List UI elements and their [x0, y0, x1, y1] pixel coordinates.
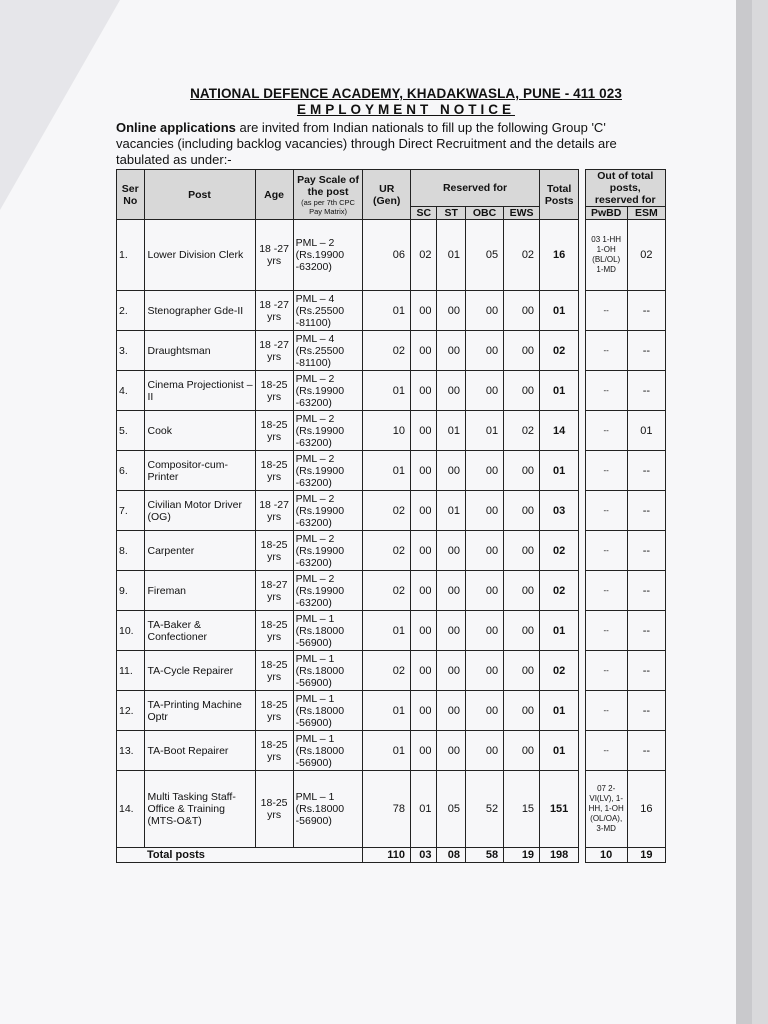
cell-obc: 00 — [466, 531, 504, 571]
totals-label: Total posts — [117, 848, 363, 863]
cell-post: Compositor-cum-Printer — [144, 451, 255, 491]
cell-pay: PML – 2 (Rs.19900 -63200) — [293, 451, 363, 491]
cell-ur: 10 — [363, 411, 411, 451]
cell-sc: 00 — [411, 371, 437, 411]
cell-st: 01 — [437, 411, 466, 451]
cell-pwbd: -- — [585, 491, 627, 531]
cell-ur: 02 — [363, 331, 411, 371]
cell-age: 18 -27 yrs — [255, 491, 293, 531]
cell-age: 18 -27 yrs — [255, 291, 293, 331]
cell-pay: PML – 1 (Rs.18000 -56900) — [293, 691, 363, 731]
cell-total: 01 — [540, 611, 579, 651]
cell-ur: 06 — [363, 220, 411, 291]
header-post: Post — [144, 170, 255, 220]
totals-ews: 19 — [504, 848, 540, 863]
cell-post: Carpenter — [144, 531, 255, 571]
header-esm: ESM — [627, 207, 665, 220]
cell-esm: -- — [627, 531, 665, 571]
cell-ews: 00 — [504, 731, 540, 771]
cell-pwbd: -- — [585, 731, 627, 771]
cell-pwbd: -- — [585, 651, 627, 691]
cell-post: Multi Tasking Staff-Office & Training (MTS-O&T) — [144, 771, 255, 848]
cell-ur: 02 — [363, 651, 411, 691]
cell-age: 18-25 yrs — [255, 531, 293, 571]
table-row — [117, 611, 666, 651]
totals-ur: 110 — [363, 848, 411, 863]
cell-age: 18 -27 yrs — [255, 220, 293, 291]
table-row — [117, 691, 666, 731]
header-pay — [293, 170, 363, 220]
cell-ur: 02 — [363, 571, 411, 611]
cell-ur: 01 — [363, 371, 411, 411]
cell-obc: 00 — [466, 371, 504, 411]
cell-esm: -- — [627, 611, 665, 651]
cell-sc: 00 — [411, 451, 437, 491]
cell-sno: 7. — [117, 491, 145, 531]
cell-pay: PML – 2 (Rs.19900 -63200) — [293, 531, 363, 571]
cell-pay: PML – 4 (Rs.25500 -81100) — [293, 331, 363, 371]
cell-ews: 00 — [504, 291, 540, 331]
cell-esm: -- — [627, 571, 665, 611]
table-row — [117, 220, 666, 291]
intro-paragraph — [116, 120, 666, 168]
cell-pay: PML – 2 (Rs.19900 -63200) — [293, 491, 363, 531]
cell-st: 05 — [437, 771, 466, 848]
cell-pwbd: -- — [585, 451, 627, 491]
cell-ur: 01 — [363, 731, 411, 771]
intro-lead: Online applications — [116, 120, 236, 135]
cell-obc: 00 — [466, 691, 504, 731]
cell-pwbd: -- — [585, 571, 627, 611]
notice-subtitle: EMPLOYMENT NOTICE — [296, 102, 515, 117]
cell-obc: 00 — [466, 451, 504, 491]
cell-obc: 00 — [466, 731, 504, 771]
cell-sno: 10. — [117, 611, 145, 651]
cell-ews: 00 — [504, 331, 540, 371]
cell-pwbd: -- — [585, 411, 627, 451]
cell-ur: 02 — [363, 531, 411, 571]
cell-ur: 01 — [363, 611, 411, 651]
cell-age: 18-25 yrs — [255, 411, 293, 451]
cell-age: 18-25 yrs — [255, 611, 293, 651]
page-edge — [736, 0, 752, 1024]
cell-ur: 01 — [363, 291, 411, 331]
cell-pwbd: -- — [585, 291, 627, 331]
cell-st: 00 — [437, 371, 466, 411]
cell-total: 01 — [540, 691, 579, 731]
cell-ews: 00 — [504, 491, 540, 531]
cell-st: 00 — [437, 571, 466, 611]
cell-obc: 00 — [466, 611, 504, 651]
cell-ur: 01 — [363, 691, 411, 731]
cell-esm: -- — [627, 491, 665, 531]
cell-st: 00 — [437, 651, 466, 691]
cell-ews: 02 — [504, 411, 540, 451]
header-sc: SC — [411, 207, 437, 220]
cell-post: Civilian Motor Driver (OG) — [144, 491, 255, 531]
cell-total: 03 — [540, 491, 579, 531]
cell-sc: 00 — [411, 531, 437, 571]
cell-total: 01 — [540, 291, 579, 331]
cell-obc: 52 — [466, 771, 504, 848]
cell-sc: 00 — [411, 651, 437, 691]
cell-st: 00 — [437, 331, 466, 371]
cell-esm: -- — [627, 731, 665, 771]
cell-pay: PML – 2 (Rs.19900 -63200) — [293, 411, 363, 451]
cell-ews: 00 — [504, 611, 540, 651]
table-row — [117, 731, 666, 771]
cell-pwbd: -- — [585, 691, 627, 731]
header-pwbd: PwBD — [585, 207, 627, 220]
totals-esm: 19 — [627, 848, 665, 863]
cell-st: 01 — [437, 220, 466, 291]
cell-sno: 1. — [117, 220, 145, 291]
cell-age: 18-25 yrs — [255, 451, 293, 491]
cell-sc: 00 — [411, 611, 437, 651]
notice-title: NATIONAL DEFENCE ACADEMY, KHADAKWASLA, PUNE - 411 023 — [190, 86, 622, 101]
cell-sno: 11. — [117, 651, 145, 691]
table-row — [117, 651, 666, 691]
cell-esm: 16 — [627, 771, 665, 848]
cell-sno: 13. — [117, 731, 145, 771]
table-row — [117, 531, 666, 571]
header-obc: OBC — [466, 207, 504, 220]
cell-total: 01 — [540, 731, 579, 771]
totals-sc: 03 — [411, 848, 437, 863]
cell-post: TA-Baker & Confectioner — [144, 611, 255, 651]
totals-pwbd: 10 — [585, 848, 627, 863]
cell-total: 16 — [540, 220, 579, 291]
cell-ews: 00 — [504, 691, 540, 731]
totals-total: 198 — [540, 848, 579, 863]
cell-pay: PML – 4 (Rs.25500 -81100) — [293, 291, 363, 331]
cell-pay: PML – 1 (Rs.18000 -56900) — [293, 611, 363, 651]
cell-total: 14 — [540, 411, 579, 451]
cell-pay: PML – 2 (Rs.19900 -63200) — [293, 371, 363, 411]
cell-st: 00 — [437, 291, 466, 331]
cell-pwbd: 03 1-HH 1-OH (BL/OL) 1-MD — [585, 220, 627, 291]
cell-sc: 00 — [411, 691, 437, 731]
table-row — [117, 571, 666, 611]
cell-pwbd: -- — [585, 331, 627, 371]
cell-sc: 00 — [411, 331, 437, 371]
cell-total: 151 — [540, 771, 579, 848]
cell-sno: 12. — [117, 691, 145, 731]
cell-ews: 00 — [504, 651, 540, 691]
table-row — [117, 411, 666, 451]
cell-post: TA-Boot Repairer — [144, 731, 255, 771]
cell-total: 01 — [540, 451, 579, 491]
vacancy-table — [116, 169, 666, 863]
cell-sc: 00 — [411, 571, 437, 611]
cell-ur: 02 — [363, 491, 411, 531]
cell-esm: -- — [627, 691, 665, 731]
notice-content — [116, 86, 666, 863]
totals-row — [117, 848, 666, 863]
cell-ur: 01 — [363, 451, 411, 491]
table-row — [117, 451, 666, 491]
cell-ews: 00 — [504, 571, 540, 611]
table-row — [117, 331, 666, 371]
cell-post: Stenographer Gde-II — [144, 291, 255, 331]
cell-sno: 9. — [117, 571, 145, 611]
cell-obc: 00 — [466, 571, 504, 611]
cell-st: 00 — [437, 731, 466, 771]
cell-esm: 02 — [627, 220, 665, 291]
header-sno: Ser No — [117, 170, 145, 220]
cell-obc: 01 — [466, 411, 504, 451]
cell-sc: 00 — [411, 411, 437, 451]
header-st: ST — [437, 207, 466, 220]
cell-obc: 00 — [466, 651, 504, 691]
cell-obc: 00 — [466, 491, 504, 531]
table-row — [117, 491, 666, 531]
cell-age: 18-25 yrs — [255, 651, 293, 691]
cell-st: 00 — [437, 611, 466, 651]
cell-pay: PML – 1 (Rs.18000 -56900) — [293, 771, 363, 848]
cell-post: Cinema Projectionist –II — [144, 371, 255, 411]
cell-ews: 02 — [504, 220, 540, 291]
cell-age: 18-25 yrs — [255, 371, 293, 411]
cell-esm: -- — [627, 451, 665, 491]
header-age: Age — [255, 170, 293, 220]
cell-ews: 00 — [504, 371, 540, 411]
cell-total: 02 — [540, 571, 579, 611]
header-ur: UR (Gen) — [363, 170, 411, 220]
cell-sno: 14. — [117, 771, 145, 848]
cell-age: 18-25 yrs — [255, 731, 293, 771]
header-total: Total Posts — [540, 170, 579, 220]
table-row — [117, 291, 666, 331]
cell-st: 01 — [437, 491, 466, 531]
header-outof: Out of total posts, reserved for — [585, 170, 665, 207]
totals-obc: 58 — [466, 848, 504, 863]
header-pay-label: Pay Scale of the post — [297, 173, 359, 198]
cell-sc: 00 — [411, 291, 437, 331]
cell-sno: 5. — [117, 411, 145, 451]
totals-st: 08 — [437, 848, 466, 863]
cell-sc: 00 — [411, 491, 437, 531]
cell-age: 18-27 yrs — [255, 571, 293, 611]
header-ews: EWS — [504, 207, 540, 220]
cell-pay: PML – 1 (Rs.18000 -56900) — [293, 731, 363, 771]
cell-esm: -- — [627, 331, 665, 371]
cell-total: 02 — [540, 531, 579, 571]
cell-age: 18 -27 yrs — [255, 331, 293, 371]
cell-obc: 00 — [466, 331, 504, 371]
cell-obc: 05 — [466, 220, 504, 291]
header-reserved: Reserved for — [411, 170, 540, 207]
cell-age: 18-25 yrs — [255, 691, 293, 731]
cell-sno: 3. — [117, 331, 145, 371]
cell-obc: 00 — [466, 291, 504, 331]
table-row — [117, 371, 666, 411]
cell-st: 00 — [437, 531, 466, 571]
cell-st: 00 — [437, 451, 466, 491]
cell-sno: 2. — [117, 291, 145, 331]
cell-pwbd: 07 2-VI(LV), 1-HH, 1-OH (OL/OA), 3-MD — [585, 771, 627, 848]
cell-sno: 6. — [117, 451, 145, 491]
cell-post: Lower Division Clerk — [144, 220, 255, 291]
page-fold — [0, 0, 120, 210]
header-pay-note: (as per 7th CPC Pay Matrix) — [301, 197, 355, 216]
cell-st: 00 — [437, 691, 466, 731]
cell-sno: 8. — [117, 531, 145, 571]
cell-pay: PML – 2 (Rs.19900 -63200) — [293, 220, 363, 291]
cell-pwbd: -- — [585, 531, 627, 571]
cell-ur: 78 — [363, 771, 411, 848]
cell-post: TA-Printing Machine Optr — [144, 691, 255, 731]
cell-ews: 00 — [504, 451, 540, 491]
cell-sno: 4. — [117, 371, 145, 411]
cell-pwbd: -- — [585, 371, 627, 411]
cell-total: 02 — [540, 331, 579, 371]
cell-pwbd: -- — [585, 611, 627, 651]
cell-pay: PML – 1 (Rs.18000 -56900) — [293, 651, 363, 691]
cell-esm: -- — [627, 371, 665, 411]
cell-post: Fireman — [144, 571, 255, 611]
cell-ews: 15 — [504, 771, 540, 848]
cell-post: Cook — [144, 411, 255, 451]
cell-sc: 02 — [411, 220, 437, 291]
cell-post: Draughtsman — [144, 331, 255, 371]
cell-total: 01 — [540, 371, 579, 411]
cell-esm: -- — [627, 651, 665, 691]
cell-post: TA-Cycle Repairer — [144, 651, 255, 691]
cell-esm: -- — [627, 291, 665, 331]
cell-pay: PML – 2 (Rs.19900 -63200) — [293, 571, 363, 611]
cell-sc: 00 — [411, 731, 437, 771]
intro-rest: are invited from Indian nationals to fill up the following Group 'C' vacancies (including backlog vacancies) through Direct Recruitment and the details are tabulated as under:- — [116, 120, 617, 167]
table-row — [117, 771, 666, 848]
cell-esm: 01 — [627, 411, 665, 451]
cell-age: 18-25 yrs — [255, 771, 293, 848]
cell-ews: 00 — [504, 531, 540, 571]
cell-total: 02 — [540, 651, 579, 691]
cell-sc: 01 — [411, 771, 437, 848]
